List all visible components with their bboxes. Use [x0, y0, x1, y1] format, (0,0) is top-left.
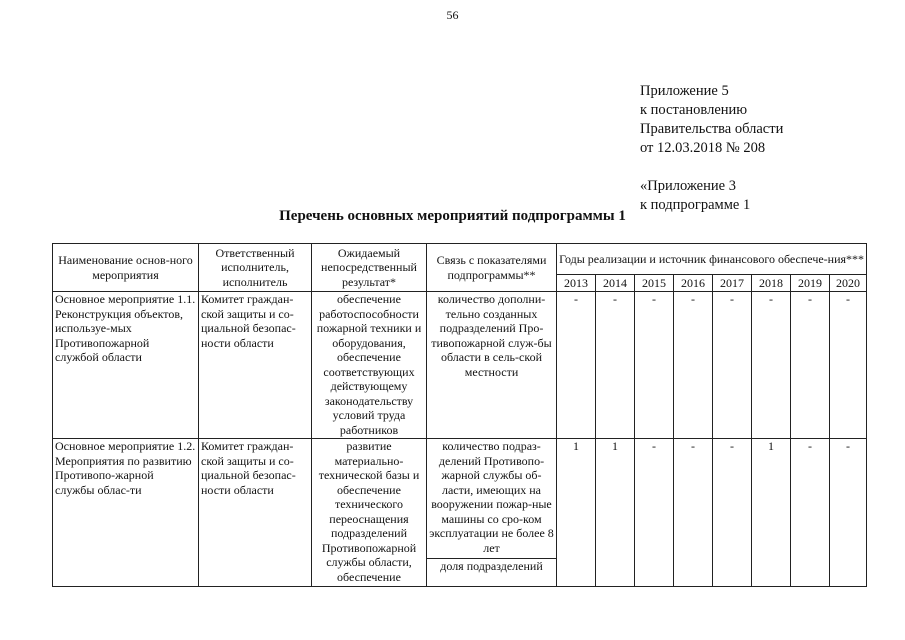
table-row — [53, 292, 867, 439]
year-cell: - — [557, 292, 596, 439]
header-years-group: Годы реализации и источник финансового обеспече-ния*** — [557, 244, 867, 275]
year-cell: - — [635, 292, 674, 439]
year-header: 2015 — [635, 275, 674, 292]
year-cell: 1 — [557, 439, 596, 587]
year-cell: - — [830, 439, 867, 587]
table-row — [53, 439, 867, 559]
header-link: Связь с показателями подпрограммы** — [427, 244, 557, 292]
year-header: 2020 — [830, 275, 867, 292]
annex-line: Приложение 5 — [640, 83, 729, 99]
year-cell: - — [674, 439, 713, 587]
year-header: 2019 — [791, 275, 830, 292]
annex-line: к подпрограмме 1 — [640, 197, 751, 213]
annex-line: «Приложение 3 — [640, 178, 736, 194]
year-cell: 1 — [752, 439, 791, 587]
measure-executor: Комитет граждан-ской защиты и со-циальной безопас-ности области — [199, 439, 312, 587]
year-cell: - — [752, 292, 791, 439]
annex-line: от 12.03.2018 № 208 — [640, 140, 766, 156]
year-cell: - — [596, 292, 635, 439]
year-cell: 1 — [596, 439, 635, 587]
year-header: 2017 — [713, 275, 752, 292]
year-cell: - — [791, 292, 830, 439]
measure-name: Основное мероприятие 1.2. Мероприятия по развитию Противопо-жарной службы облас-ти — [53, 439, 199, 587]
header-executor: Ответственный исполнитель, исполнитель — [199, 244, 312, 292]
measure-link: количество подраз-делений Противопо-жарной службы об-ласти, имеющих на вооружении пожар-ные машины со сро-ком эксплуатации не более 8 лет — [427, 439, 557, 559]
measure-executor: Комитет граждан-ской защиты и со-циальной безопас-ности области — [199, 292, 312, 439]
document-title: Перечень основных мероприятий подпрограммы 1 — [279, 208, 626, 224]
measures-table — [52, 243, 867, 587]
annex-block — [640, 82, 783, 215]
year-cell: - — [791, 439, 830, 587]
year-cell: - — [635, 439, 674, 587]
page-number: 56 — [446, 8, 459, 22]
measure-result: развитие материально-технической базы и обеспечение технического переоснащения подразделений Противопожарной службы области, обеспечение — [312, 439, 427, 587]
year-cell: - — [713, 439, 752, 587]
year-cell: - — [674, 292, 713, 439]
year-cell: - — [830, 292, 867, 439]
measure-link: количество дополни-тельно созданных подразделений Про-тивопожарной служ-бы области в сель-ской местности — [427, 292, 557, 439]
year-header: 2013 — [557, 275, 596, 292]
year-header: 2014 — [596, 275, 635, 292]
annex-line: к постановлению — [640, 102, 748, 118]
header-name: Наименование основ-ного мероприятия — [53, 244, 199, 292]
year-header: 2016 — [674, 275, 713, 292]
measure-link-secondary: доля подразделений — [427, 559, 557, 587]
annex-line: Правительства области — [640, 121, 784, 137]
year-header: 2018 — [752, 275, 791, 292]
year-cell: - — [713, 292, 752, 439]
header-result: Ожидаемый непосредственный результат* — [312, 244, 427, 292]
measure-name: Основное мероприятие 1.1. Реконструкция объектов, используе-мых Противопожарной службой области — [53, 292, 199, 439]
measure-result: обеспечение работоспособности пожарной техники и оборудования, обеспечение соответствующих действующему законодательству условий труда работников — [312, 292, 427, 439]
